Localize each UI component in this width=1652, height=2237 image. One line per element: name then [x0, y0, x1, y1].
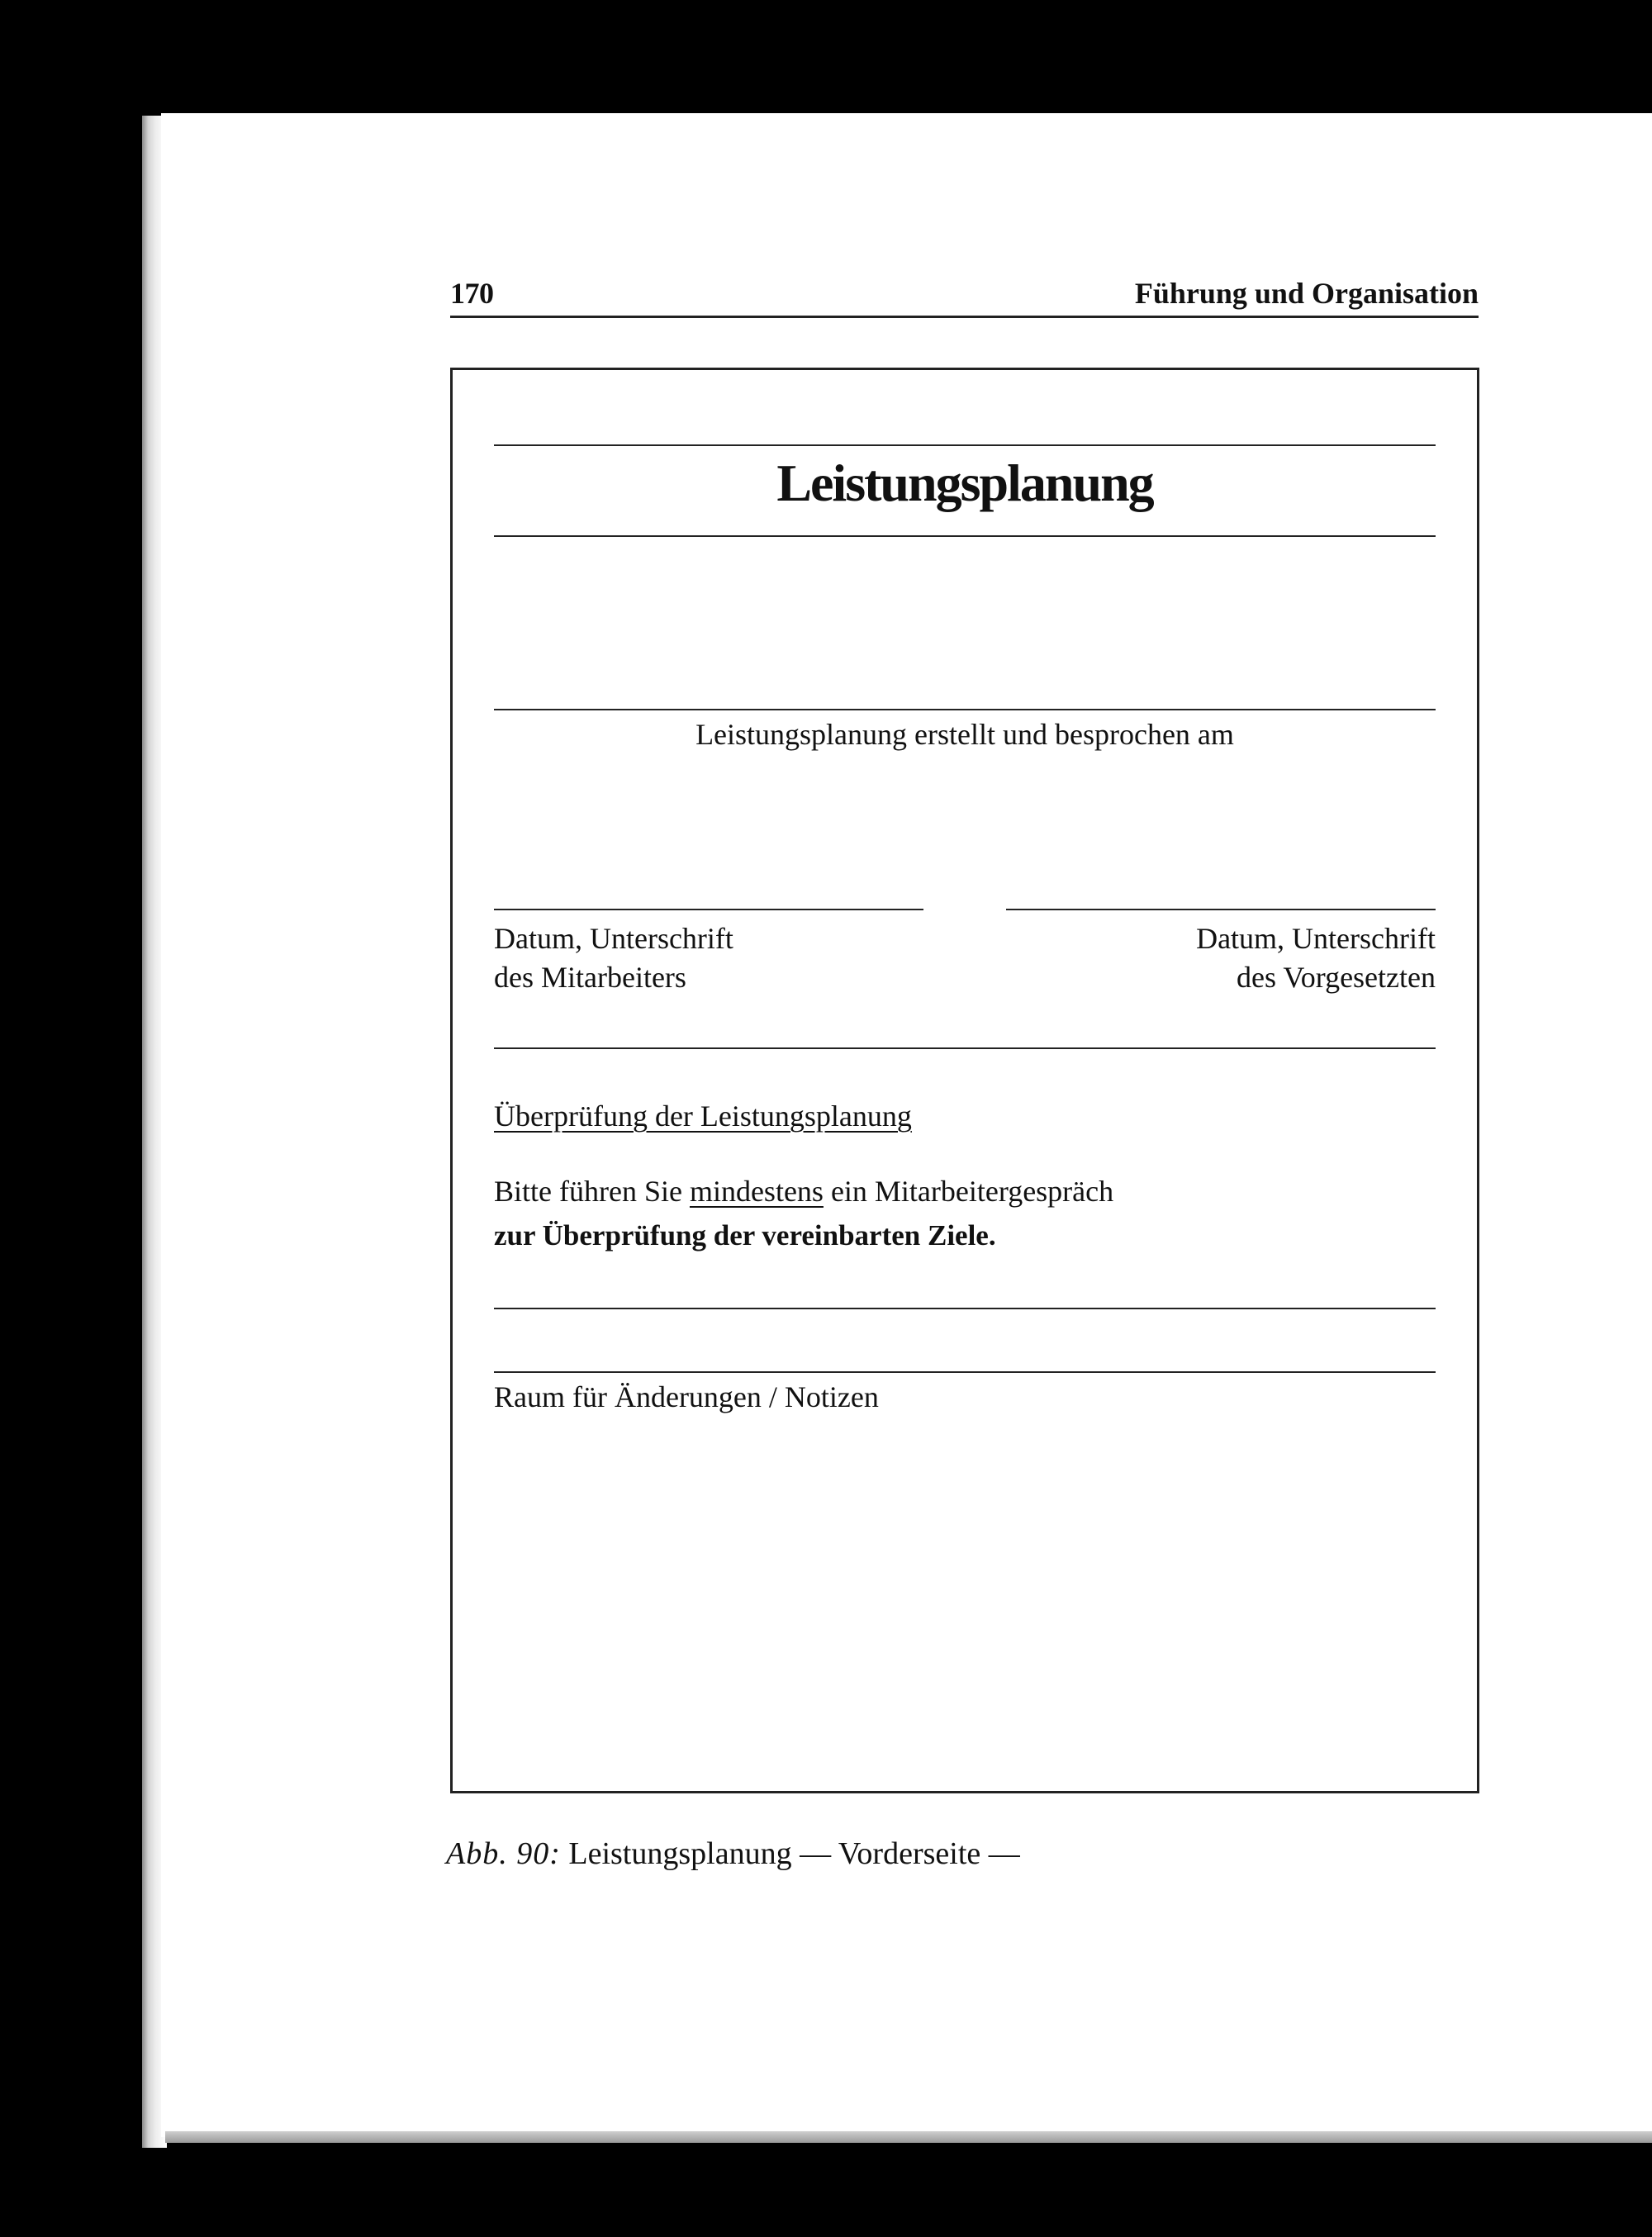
- employee-signature-label: [494, 919, 733, 997]
- review-text-after: ein Mitarbeitergespräch: [830, 1175, 1114, 1208]
- page-number: 170: [450, 277, 494, 310]
- employee-signature-line[interactable]: [494, 909, 923, 910]
- review-instruction-line: [494, 1169, 1113, 1213]
- title-bottom-rule: [494, 535, 1436, 537]
- created-caption: Leistungsplanung erstellt und besprochen am: [695, 718, 1234, 751]
- running-head: [450, 266, 1479, 318]
- review-entry-line[interactable]: [494, 1308, 1436, 1309]
- supervisor-signature-label: [1196, 919, 1436, 997]
- review-heading: Überprüfung der Leistungsplanung: [494, 1100, 912, 1133]
- review-text-emphasis: mindestens: [689, 1175, 824, 1208]
- title-top-rule: [494, 444, 1436, 446]
- notes-label: Raum für Änderungen / Notizen: [494, 1380, 879, 1413]
- review-instructions: [494, 1169, 1113, 1258]
- figure-caption-text: Leistungsplanung — Vorderseite —: [568, 1836, 1020, 1871]
- notes-top-rule: [494, 1371, 1436, 1373]
- form-title: Leistungsplanung: [776, 454, 1153, 512]
- running-title: Führung und Organisation: [1134, 277, 1479, 310]
- supervisor-signature-label-line2: des Vorgesetzten: [1237, 961, 1436, 994]
- section-divider-rule: [494, 1047, 1436, 1049]
- review-bold-line: zur Überprüfung der vereinbarten Ziele.: [494, 1219, 996, 1251]
- review-text-before: Bitte führen Sie: [494, 1175, 682, 1208]
- figure-label: Abb. 90:: [446, 1836, 561, 1871]
- employee-signature-label-line1: Datum, Unterschrift: [494, 922, 733, 955]
- form-box: [450, 368, 1479, 1793]
- figure-caption: [446, 1836, 1020, 1872]
- created-date-line[interactable]: [494, 709, 1436, 710]
- supervisor-signature-label-line1: Datum, Unterschrift: [1196, 922, 1436, 955]
- supervisor-signature-line[interactable]: [1006, 909, 1436, 910]
- page-bottom-edge: [165, 2131, 1652, 2143]
- employee-signature-label-line2: des Mitarbeiters: [494, 961, 686, 994]
